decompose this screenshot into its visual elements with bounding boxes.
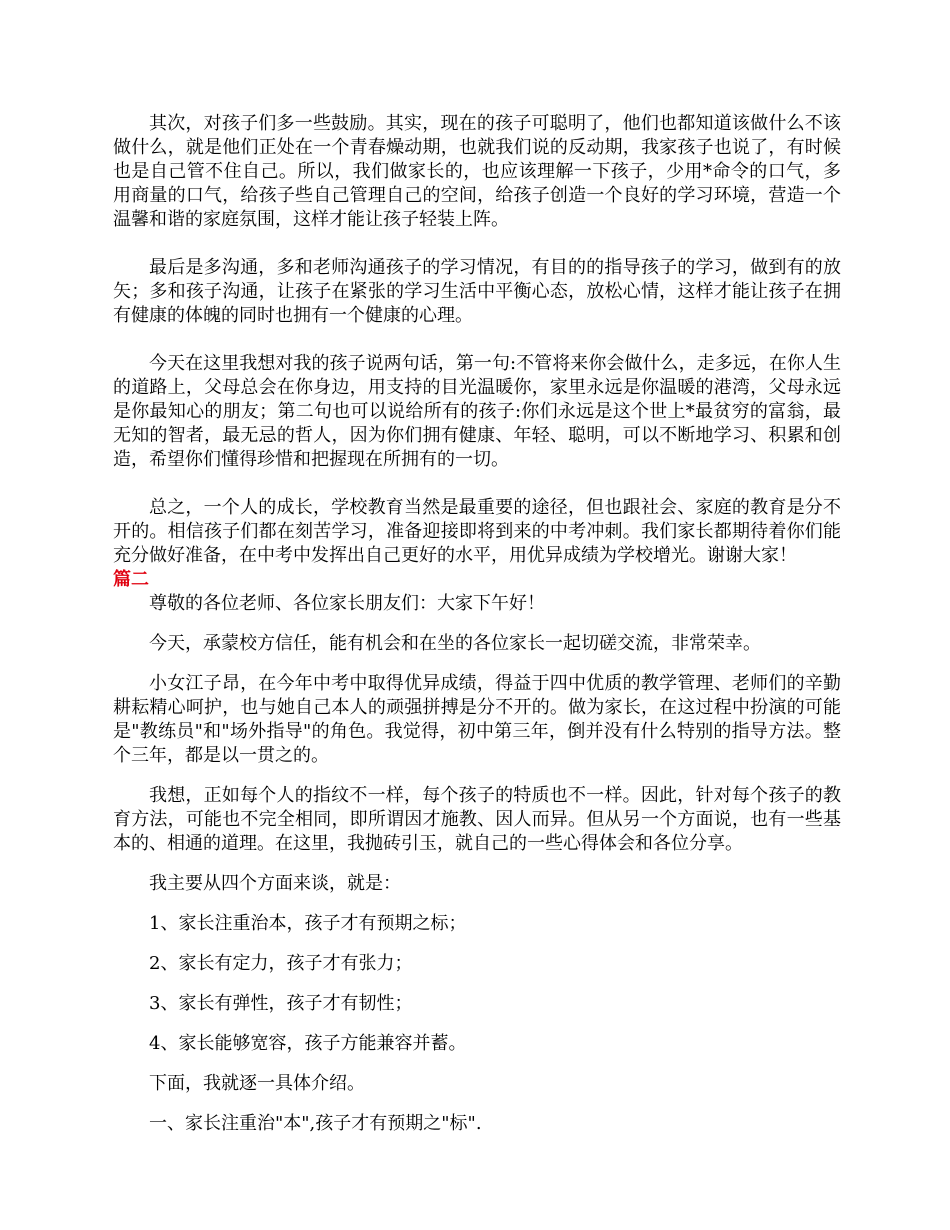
paragraph-intro: 今天，承蒙校方信任，能有机会和在坐的各位家长一起切磋交流，非常荣幸。 bbox=[149, 633, 761, 654]
paragraph-four-aspects: 我主要从四个方面来谈，就是： bbox=[149, 873, 401, 894]
paragraph-conclusion: 总之，一个人的成长，学校教育当然是最重要的途径，但也跟社会、家庭的教育是分不开的。相信孩子们都在刻苦学习，准备迎接即将到来的中考冲刺。我们家长都期待着你们能充分做好准备，在中考中发挥出自己更好的水平，用优异成绩为学校增光。谢谢大家！ bbox=[113, 497, 841, 566]
list-item: 1、家长注重治本，孩子才有预期之标； bbox=[149, 913, 467, 934]
list-item: 3、家长有弹性，孩子才有韧性； bbox=[149, 993, 413, 1014]
paragraph-greeting: 尊敬的各位老师、各位家长朋友们：大家下午好！ bbox=[149, 593, 545, 614]
document-page bbox=[113, 112, 841, 1136]
paragraph-encouragement: 其次，对孩子们多一些鼓励。其实，现在的孩子可聪明了，他们也都知道该做什么不该做什么，就是他们正处在一个青春燥动期，也就我们说的反动期，我家孩子也说了，有时候也是自己管不住自己。所以，我们做家长的，也应该理解一下孩子，少用*命令的口气，多用商量的口气，给孩子些自己管理自己的空间，给孩子创造一个良好的学习环境，营造一个温馨和谐的家庭氛围，这样才能让孩子轻装上阵。 bbox=[113, 113, 841, 230]
list-item: 4、家长能够宽容，孩子方能兼容并蓄。 bbox=[149, 1033, 467, 1054]
paragraph-message-to-child: 今天在这里我想对我的孩子说两句话，第一句:不管将来你会做什么，走多远，在你人生的道路上，父母总会在你身边，用支持的目光温暖你，家里永远是你温暖的港湾，父母永远是你最知心的朋友；第二句也可以说给所有的孩子:你们永远是这个世上*最贫穷的富翁，最无知的智者，最无忌的哲人，因为你们拥有健康、年轻、聪明，可以不断地学习、积累和创造，希望你们懂得珍惜和把握现在所拥有的一切。 bbox=[113, 353, 841, 470]
paragraph-methods: 我想，正如每个人的指纹不一样，每个孩子的特质也不一样。因此，针对每个孩子的教育方法，可能也不完全相同，即所谓因才施教、因人而异。但从另一个方面说，也有一些基本的、相通的道理。在这里，我抛砖引玉，就自己的一些心得体会和各位分享。 bbox=[113, 785, 841, 854]
paragraph-transition: 下面，我就逐一具体介绍。 bbox=[149, 1073, 365, 1094]
paragraph-communication: 最后是多沟通，多和老师沟通孩子的学习情况，有目的的指导孩子的学习，做到有的放矢；多和孩子沟通，让孩子在紧张的学习生活中平衡心态，放松心情，这样才能让孩子在拥有健康的体魄的同时也拥有一个健康的心理。 bbox=[113, 257, 841, 326]
list-item: 2、家长有定力，孩子才有张力； bbox=[149, 953, 413, 974]
section-heading: 篇二 bbox=[113, 569, 149, 590]
paragraph-section-one-title: 一、家长注重治"本",孩子才有预期之"标". bbox=[149, 1113, 482, 1134]
paragraph-daughter: 小女江子昂，在今年中考中取得优异成绩，得益于四中优质的教学管理、老师们的辛勤耕耘精心呵护，也与她自己本人的顽强拼搏是分不开的。做为家长，在这过程中扮演的可能是"教练员"和"场外指导"的角色。我觉得，初中第三年，倒并没有什么特别的指导方法。整个三年，都是以一贯之的。 bbox=[113, 673, 841, 766]
